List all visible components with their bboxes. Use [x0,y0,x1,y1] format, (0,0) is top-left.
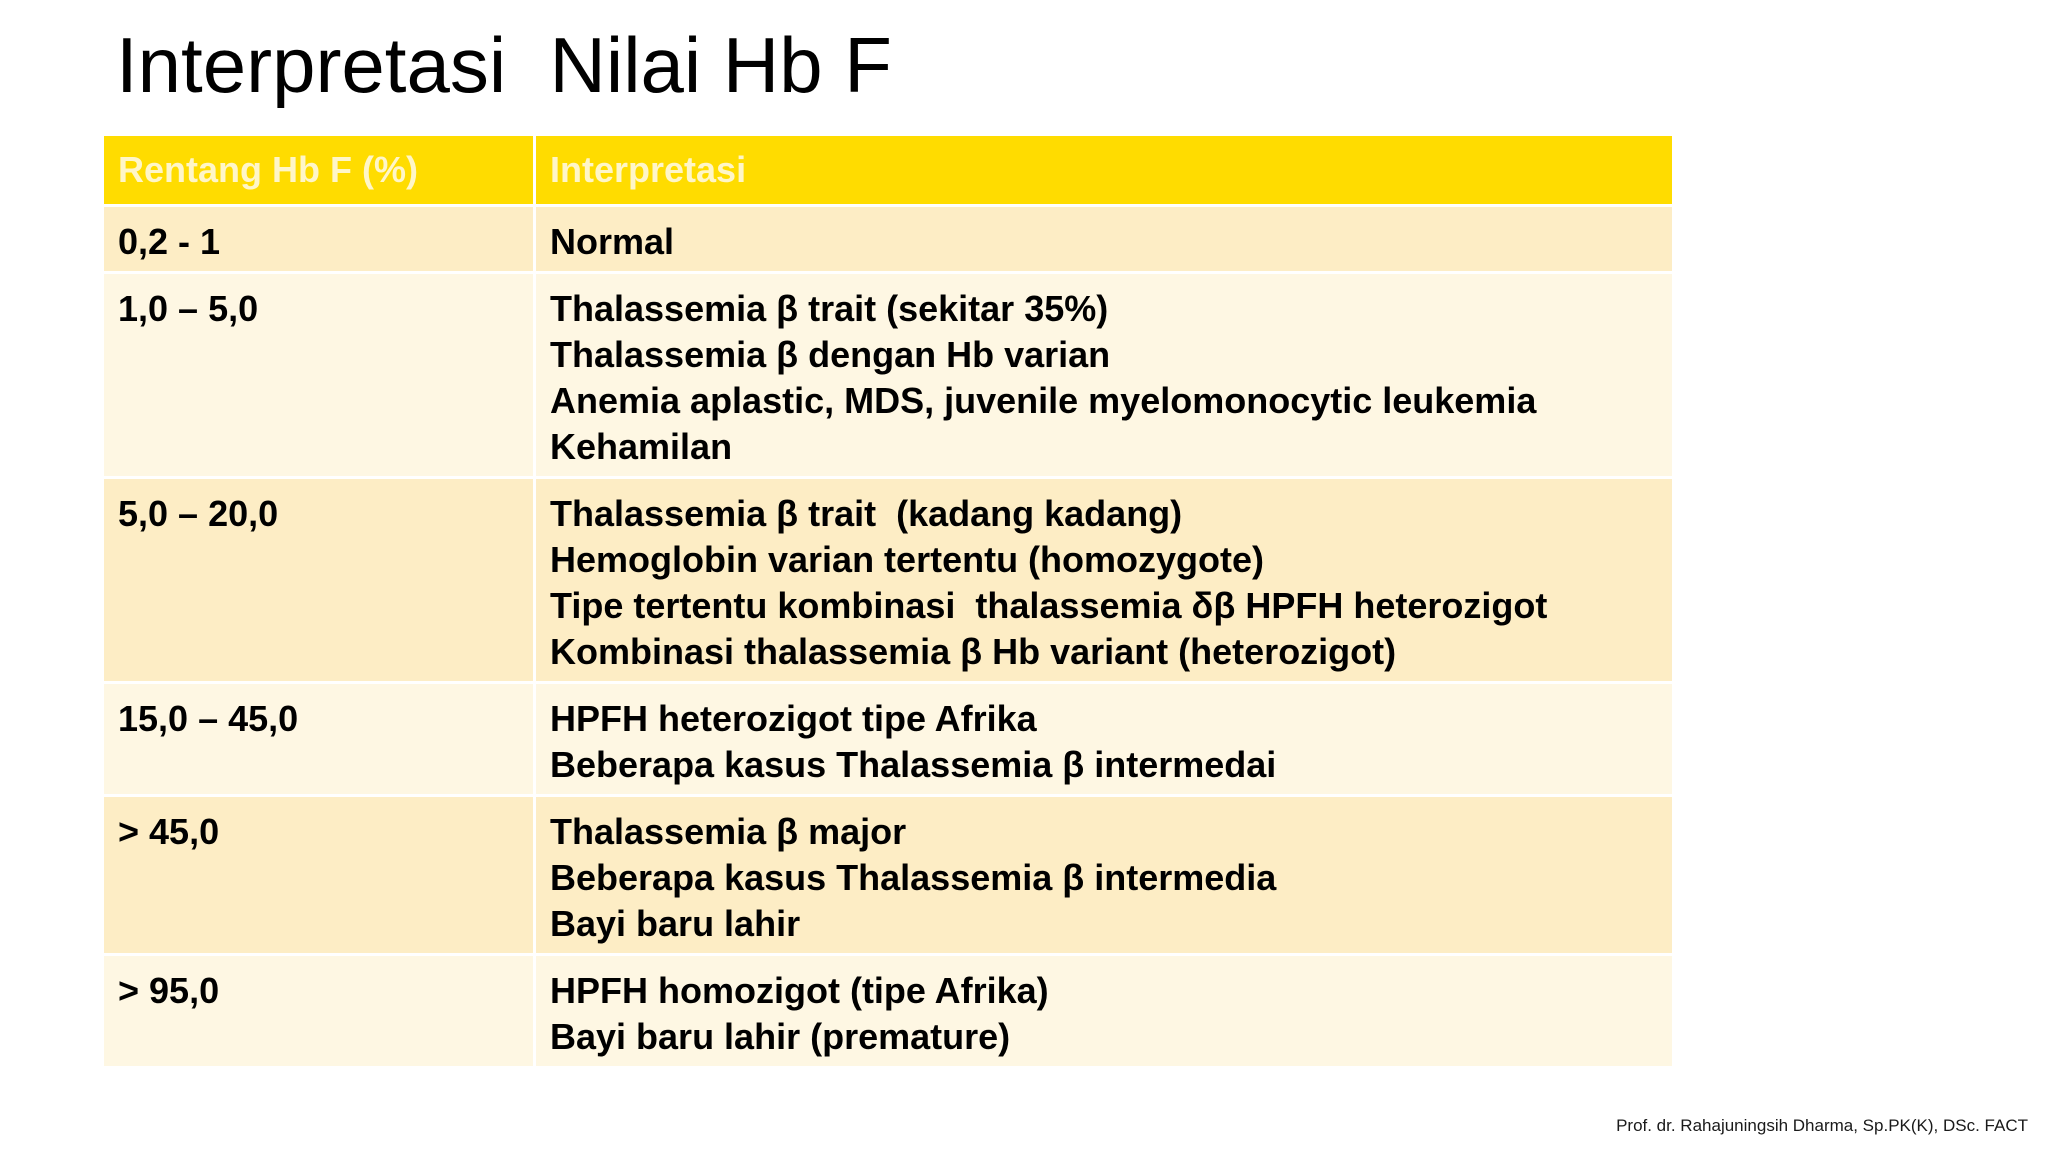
interpretation-line: Thalassemia β trait (kadang kadang) [550,493,1183,534]
table-row [103,955,1674,1068]
table-body [103,206,1674,1068]
range-cell: 15,0 – 45,0 [103,683,535,796]
interpretation-line: Thalassemia β trait (sekitar 35%) [550,288,1109,329]
table-row [103,478,1674,683]
interpretation-line: Thalassemia β dengan Hb varian [550,334,1111,375]
footer-credit: Prof. dr. Rahajuningsih Dharma, Sp.PK(K), DSc. FACT [1616,1116,2028,1135]
interpretation-line: Kehamilan [550,426,733,467]
interpretation-cell [535,273,1674,478]
interpretation-cell [535,796,1674,955]
table-row [103,206,1674,273]
interpretation-line: Bayi baru lahir [550,903,801,944]
interpretation-cell [535,478,1674,683]
table-row [103,683,1674,796]
range-cell: 5,0 – 20,0 [103,478,535,683]
hbf-interpretation-table [101,133,1675,1069]
interpretation-line: Anemia aplastic, MDS, juvenile myelomonocytic leukemia [550,380,1537,421]
header-range: Rentang Hb F (%) [103,135,535,206]
interpretation-line: Kombinasi thalassemia β Hb variant (heterozigot) [550,631,1397,672]
interpretation-cell [535,683,1674,796]
interpretation-cell [535,206,1674,273]
table-header [103,135,1674,206]
interpretation-line: Beberapa kasus Thalassemia β intermedai [550,744,1277,785]
table-row [103,796,1674,955]
table-row [103,273,1674,478]
header-interpretation: Interpretasi [535,135,1674,206]
range-cell: 1,0 – 5,0 [103,273,535,478]
slide-title: Interpretasi Nilai Hb F [116,21,892,109]
interpretation-line: Bayi baru lahir (premature) [550,1016,1011,1057]
interpretation-line: HPFH homozigot (tipe Afrika) [550,970,1049,1011]
interpretation-line: Beberapa kasus Thalassemia β intermedia [550,857,1277,898]
range-cell: > 95,0 [103,955,535,1068]
interpretation-line: HPFH heterozigot tipe Afrika [550,698,1037,739]
interpretation-line: Hemoglobin varian tertentu (homozygote) [550,539,1265,580]
interpretation-cell [535,955,1674,1068]
interpretation-line: Thalassemia β major [550,811,907,852]
range-cell: > 45,0 [103,796,535,955]
range-cell: 0,2 - 1 [103,206,535,273]
table-header-row [103,135,1674,206]
interpretation-line: Normal [550,221,675,262]
interpretation-line: Tipe tertentu kombinasi thalassemia δβ HPFH heterozigot [550,585,1548,626]
